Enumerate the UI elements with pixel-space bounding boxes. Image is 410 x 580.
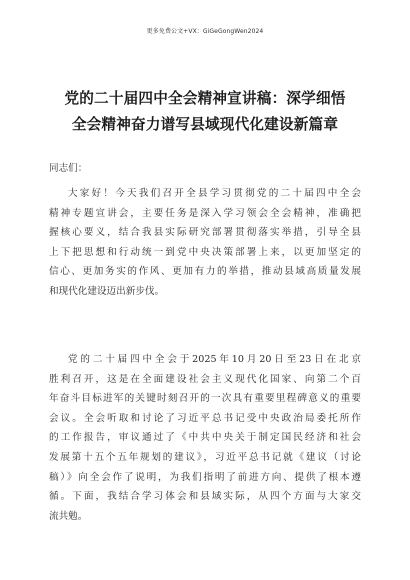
paragraph-line: 稿）》向全会作了说明，为我们指明了前进方向、提供了根本遵 (49, 471, 361, 483)
header-note: 更多免费公文+VX：GiGeGongWen2024 (146, 28, 264, 35)
paragraph-line: 上下把思想和行动统一到党中央决策部署上来，以更加坚定的 (49, 246, 361, 258)
document-title (40, 86, 370, 138)
paragraph-line: 循。下面，我结合学习体会和县域实际，从四个方面与大家交 (49, 491, 361, 503)
paragraph-line: 流共勉。 (49, 510, 88, 522)
paragraph-line: 精神专题宣讲会，主要任务是深入学习领会全会精神，准确把 (49, 207, 361, 219)
paragraph-line: 信心、更加务实的作风、更加有力的举措，推动县域高质量发展 (49, 266, 361, 278)
paragraph-line: 年奋斗目标进军的关键时刻召开的一次具有重要里程碑意义的重要 (49, 393, 361, 405)
salutation: 同志们： (49, 163, 88, 174)
paragraph-line: 和现代化建设迈出新步伐。 (49, 285, 165, 297)
paragraph-1 (49, 184, 361, 302)
paragraph-line: 大家好！今天我们召开全县学习贯彻党的二十届四中全会 (68, 188, 361, 199)
paragraph-line: 胜利召开，这是在全面建设社会主义现代化国家、向第二个百 (49, 373, 361, 385)
title-line-1: 党的二十届四中全会精神宣讲稿：深学细悟 (64, 90, 346, 107)
paragraph-line: 党的二十届四中全会于2025年10月20日至23日在北京 (68, 354, 361, 365)
paragraph-2 (49, 350, 361, 526)
paragraph-line: 握核心要义，结合我县实际研究部署贯彻落实举措，引导全县 (49, 227, 361, 239)
paragraph-line: 的工作报告，审议通过了《中共中央关于制定国民经济和社会 (49, 432, 361, 444)
paragraph-line: 发展第十五个五年规划的建议》，习近平总书记就《建议（讨论 (49, 451, 361, 463)
title-line-2: 全会精神奋力谱写县域现代化建设新篇章 (71, 116, 339, 133)
paragraph-line: 会议。全会听取和讨论了习近平总书记受中央政治局委托所作 (49, 412, 361, 424)
